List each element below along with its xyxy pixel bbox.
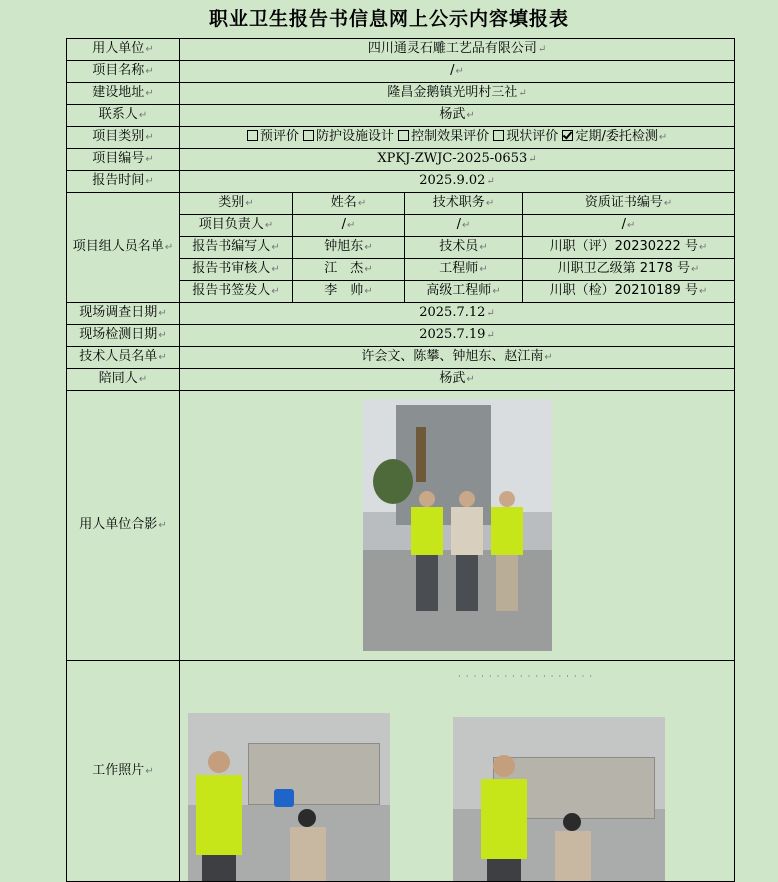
member-name: 钟旭东↵	[293, 237, 405, 259]
work-photos-label: 工作照片↵	[67, 661, 180, 882]
survey-date-label: 现场调查日期↵	[67, 303, 180, 325]
group-photo-cell	[180, 391, 735, 661]
category-option[interactable]: 预评价	[247, 129, 299, 144]
companion-label: 陪同人↵	[67, 369, 180, 391]
dotted-separator: · · · · · · · · · · · · · · · · · ·	[458, 672, 594, 682]
checkbox-icon	[398, 130, 409, 141]
row-technicians	[67, 347, 735, 369]
member-cert: /↵	[523, 215, 735, 237]
member-title: /↵	[405, 215, 523, 237]
report-time-value: 2025.9.02↵	[180, 171, 735, 193]
group-photo-label: 用人单位合影↵	[67, 391, 180, 661]
category-option[interactable]: 现状评价	[493, 129, 558, 144]
category-options: 预评价 防护设施设计 控制效果评价 现状评价 定期/委托检测↵	[180, 127, 735, 149]
member-title: 工程师↵	[405, 259, 523, 281]
category-option[interactable]: 防护设施设计	[303, 129, 394, 144]
row-contact	[67, 105, 735, 127]
detect-date-value: 2025.7.19↵	[180, 325, 735, 347]
member-title: 技术员↵	[405, 237, 523, 259]
detector-device	[274, 789, 294, 807]
project-no-value: XPKJ-ZWJC-2025-0653↵	[180, 149, 735, 171]
technicians-value: 许会文、陈攀、钟旭东、赵江南↵	[180, 347, 735, 369]
disclosure-form	[66, 38, 735, 882]
work-photo	[453, 717, 665, 882]
checkbox-icon	[493, 130, 504, 141]
team-header: 姓名↵	[293, 193, 405, 215]
category-label: 项目类别↵	[67, 127, 180, 149]
member-role: 报告书审核人↵	[180, 259, 293, 281]
team-label: 项目组人员名单↵	[67, 193, 180, 303]
photo-tree	[373, 459, 413, 504]
row-address	[67, 83, 735, 105]
row-survey-date	[67, 303, 735, 325]
member-role: 报告书编写人↵	[180, 237, 293, 259]
team-header: 类别↵	[180, 193, 293, 215]
checked-checkbox-icon	[562, 130, 573, 141]
member-cert: 川职（检）20210189 号↵	[523, 281, 735, 303]
member-cert: 川职卫乙级第 2178 号↵	[523, 259, 735, 281]
row-report-time	[67, 171, 735, 193]
team-header: 技术职务↵	[405, 193, 523, 215]
photo-person	[411, 491, 443, 611]
category-option[interactable]: 定期/委托检测	[562, 129, 657, 144]
row-employer	[67, 39, 735, 61]
member-title: 高级工程师↵	[405, 281, 523, 303]
row-detect-date	[67, 325, 735, 347]
checkbox-icon	[303, 130, 314, 141]
checkbox-icon	[247, 130, 258, 141]
survey-date-value: 2025.7.12↵	[180, 303, 735, 325]
team-header: 资质证书编号↵	[523, 193, 735, 215]
employer-label: 用人单位↵	[67, 39, 180, 61]
employer-value: 四川通灵石雕工艺品有限公司↵	[180, 39, 735, 61]
group-photo	[363, 399, 552, 651]
team-header-row	[67, 193, 735, 215]
photo-person	[451, 491, 483, 611]
member-cert: 川职（评）20230222 号↵	[523, 237, 735, 259]
work-photos-cell	[180, 661, 735, 882]
project-no-label: 项目编号↵	[67, 149, 180, 171]
address-label: 建设地址↵	[67, 83, 180, 105]
category-option[interactable]: 控制效果评价	[398, 129, 489, 144]
member-role: 报告书签发人↵	[180, 281, 293, 303]
member-name: /↵	[293, 215, 405, 237]
row-work-photos	[67, 661, 735, 882]
member-name: 江 杰↵	[293, 259, 405, 281]
photo-person	[491, 491, 523, 611]
detect-date-label: 现场检测日期↵	[67, 325, 180, 347]
member-role: 项目负责人↵	[180, 215, 293, 237]
project-name-label: 项目名称↵	[67, 61, 180, 83]
address-value: 隆昌金鹅镇光明村三社↵	[180, 83, 735, 105]
row-project-no	[67, 149, 735, 171]
contact-label: 联系人↵	[67, 105, 180, 127]
companion-value: 杨武↵	[180, 369, 735, 391]
member-name: 李 帅↵	[293, 281, 405, 303]
row-companion	[67, 369, 735, 391]
report-time-label: 报告时间↵	[67, 171, 180, 193]
row-category	[67, 127, 735, 149]
contact-value: 杨武↵	[180, 105, 735, 127]
page-title: 职业卫生报告书信息网上公示内容填报表	[208, 8, 569, 30]
project-name-value: /↵	[180, 61, 735, 83]
work-photos-area	[180, 661, 734, 881]
work-photo	[188, 713, 390, 881]
row-group-photo	[67, 391, 735, 661]
technicians-label: 技术人员名单↵	[67, 347, 180, 369]
row-project-name	[67, 61, 735, 83]
